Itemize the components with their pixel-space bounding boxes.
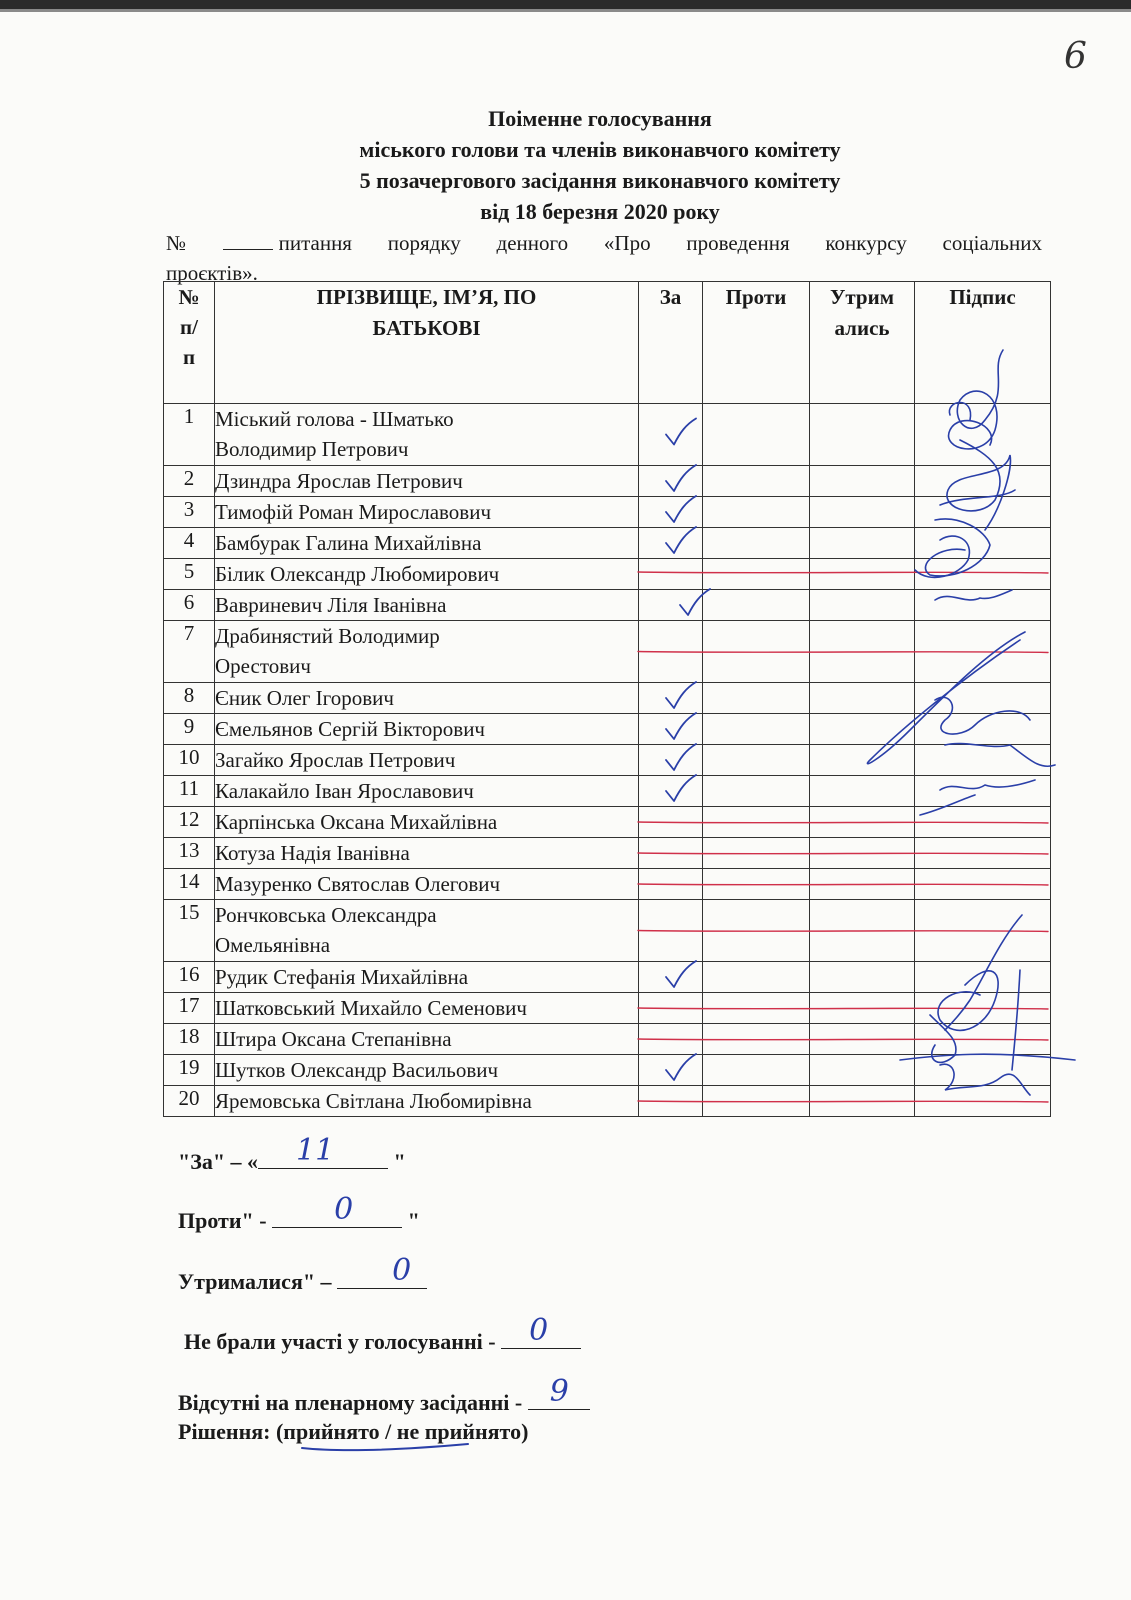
- vote-abstain-cell: [810, 962, 915, 993]
- summary-against: Проти" - 0 ": [178, 1192, 420, 1233]
- header-for: За: [639, 282, 703, 404]
- row-number: 4: [164, 528, 215, 559]
- signature-cell: [915, 497, 1051, 528]
- table-row: [164, 590, 1051, 621]
- table-row: [164, 838, 1051, 869]
- signature-cell: [915, 962, 1051, 993]
- absent-count-blank: [528, 1374, 590, 1410]
- vote-for-cell: [639, 869, 703, 900]
- signature-cell: [915, 993, 1051, 1024]
- vote-for-cell: [639, 714, 703, 745]
- summary-for: "За" – « 11 ": [178, 1133, 406, 1174]
- vote-for-cell: [639, 838, 703, 869]
- vote-for-cell: [639, 466, 703, 497]
- member-name: Яремовська Світлана Любомирівна: [215, 1086, 639, 1117]
- member-name: Карпінська Оксана Михайлівна: [215, 807, 639, 838]
- member-name: Штира Оксана Степанівна: [215, 1024, 639, 1055]
- row-number: 5: [164, 559, 215, 590]
- member-name: Вавриневич Ліля Іванівна: [215, 590, 639, 621]
- table-row: [164, 528, 1051, 559]
- for-count-handwritten: 11: [296, 1133, 335, 1168]
- vote-against-cell: [703, 900, 810, 962]
- member-name: Міський голова - Шматько Володимир Петрович: [215, 404, 639, 466]
- summary-did-not-vote: Не брали участі у голосуванні - 0: [184, 1328, 581, 1355]
- row-number: 14: [164, 869, 215, 900]
- abstained-count-blank: [337, 1253, 427, 1289]
- member-name: Калакайло Іван Ярославович: [215, 776, 639, 807]
- member-name: Котуза Надія Іванівна: [215, 838, 639, 869]
- vote-for-cell: [639, 1086, 703, 1117]
- table-row: [164, 1086, 1051, 1117]
- summary-abstained: Утрималися" – 0: [178, 1268, 427, 1295]
- table-row: [164, 683, 1051, 714]
- signature-cell: [915, 776, 1051, 807]
- table-row: [164, 993, 1051, 1024]
- agenda-number-blank: [223, 231, 273, 250]
- vote-for-cell: [639, 621, 703, 683]
- vote-abstain-cell: [810, 776, 915, 807]
- vote-for-cell: [639, 528, 703, 559]
- signature-cell: [915, 745, 1051, 776]
- row-number: 19: [164, 1055, 215, 1086]
- vote-for-cell: [639, 745, 703, 776]
- table-row: [164, 807, 1051, 838]
- signature-cell: [915, 869, 1051, 900]
- vote-against-cell: [703, 1024, 810, 1055]
- member-name: Загайко Ярослав Петрович: [215, 745, 639, 776]
- member-name: Шатковський Михайло Семенович: [215, 993, 639, 1024]
- vote-abstain-cell: [810, 838, 915, 869]
- table-row: [164, 1024, 1051, 1055]
- vote-for-cell: [639, 962, 703, 993]
- summary-decision: Рішення: (прийнято / не прийнято): [178, 1419, 529, 1444]
- row-number: 8: [164, 683, 215, 714]
- signature-cell: [915, 404, 1051, 466]
- vote-against-cell: [703, 993, 810, 1024]
- vote-against-cell: [703, 528, 810, 559]
- vote-abstain-cell: [810, 807, 915, 838]
- vote-for-cell: [639, 776, 703, 807]
- row-number: 7: [164, 621, 215, 683]
- vote-against-cell: [703, 838, 810, 869]
- document-subtitle-1: міського голови та членів виконавчого комітету: [359, 137, 841, 162]
- row-number: 2: [164, 466, 215, 497]
- handwritten-page-number: [1060, 30, 1100, 78]
- member-name: Рудик Стефанія Михайлівна: [215, 962, 639, 993]
- vote-against-cell: [703, 590, 810, 621]
- row-number: 6: [164, 590, 215, 621]
- row-number: 20: [164, 1086, 215, 1117]
- vote-against-cell: [703, 404, 810, 466]
- vote-against-cell: [703, 466, 810, 497]
- header-abstained: Утрим ались: [810, 282, 915, 404]
- vote-abstain-cell: [810, 559, 915, 590]
- table-row: [164, 404, 1051, 466]
- table-row: [164, 497, 1051, 528]
- scan-top-shadow: [0, 9, 1131, 12]
- member-name: Ємельянов Сергій Вікторович: [215, 714, 639, 745]
- vote-abstain-cell: [810, 1024, 915, 1055]
- row-number: 13: [164, 838, 215, 869]
- vote-abstain-cell: [810, 497, 915, 528]
- vote-against-cell: [703, 1086, 810, 1117]
- summary-absent: Відсутні на пленарному засіданні - 9: [178, 1389, 590, 1416]
- table-row: [164, 776, 1051, 807]
- row-number: 10: [164, 745, 215, 776]
- vote-for-cell: [639, 683, 703, 714]
- vote-abstain-cell: [810, 466, 915, 497]
- table-row: [164, 466, 1051, 497]
- vote-abstain-cell: [810, 745, 915, 776]
- table-row: [164, 714, 1051, 745]
- vote-for-cell: [639, 590, 703, 621]
- vote-for-cell: [639, 1055, 703, 1086]
- signature-cell: [915, 714, 1051, 745]
- row-number: 11: [164, 776, 215, 807]
- table-header-row: [164, 282, 1051, 404]
- table-row: [164, 745, 1051, 776]
- vote-for-cell: [639, 404, 703, 466]
- signature-cell: [915, 1055, 1051, 1086]
- member-name: Єник Олег Ігорович: [215, 683, 639, 714]
- vote-for-cell: [639, 559, 703, 590]
- table-row: [164, 900, 1051, 962]
- signature-cell: [915, 559, 1051, 590]
- member-name: Мазуренко Святослав Олегович: [215, 869, 639, 900]
- table-row: [164, 559, 1051, 590]
- vote-against-cell: [703, 683, 810, 714]
- abstained-count-handwritten: 0: [392, 1253, 412, 1288]
- vote-against-cell: [703, 497, 810, 528]
- row-number: 12: [164, 807, 215, 838]
- signature-cell: [915, 807, 1051, 838]
- vote-abstain-cell: [810, 683, 915, 714]
- member-name: Рончковська Олександра Омельянівна: [215, 900, 639, 962]
- header-signature: Підпис: [915, 282, 1051, 404]
- document-date: від 18 березня 2020 року: [480, 199, 720, 224]
- vote-abstain-cell: [810, 993, 915, 1024]
- vote-for-cell: [639, 1024, 703, 1055]
- svg-text:6: 6: [1064, 36, 1087, 77]
- agenda-item-line2: проєктів».: [166, 261, 258, 285]
- vote-abstain-cell: [810, 404, 915, 466]
- row-number: 15: [164, 900, 215, 962]
- table-row: [164, 869, 1051, 900]
- agenda-item-line1: [166, 228, 1042, 258]
- header-number: № п/ п: [164, 282, 215, 404]
- member-name: Тимофій Роман Мирославович: [215, 497, 639, 528]
- decision-accepted: прийнято / не: [283, 1419, 420, 1444]
- signature-cell: [915, 683, 1051, 714]
- vote-abstain-cell: [810, 1055, 915, 1086]
- row-number: 3: [164, 497, 215, 528]
- row-number: 9: [164, 714, 215, 745]
- signature-cell: [915, 590, 1051, 621]
- vote-for-cell: [639, 807, 703, 838]
- vote-abstain-cell: [810, 590, 915, 621]
- row-number: 18: [164, 1024, 215, 1055]
- vote-for-cell: [639, 900, 703, 962]
- vote-against-cell: [703, 559, 810, 590]
- table-row: [164, 962, 1051, 993]
- signature-cell: [915, 466, 1051, 497]
- absent-count-handwritten: 9: [549, 1374, 569, 1409]
- vote-against-cell: [703, 962, 810, 993]
- vote-against-cell: [703, 776, 810, 807]
- signature-cell: [915, 838, 1051, 869]
- against-count-blank: [272, 1192, 402, 1228]
- vote-for-cell: [639, 993, 703, 1024]
- header-against: Проти: [703, 282, 810, 404]
- member-name: Бамбурак Галина Михайлівна: [215, 528, 639, 559]
- agenda-number-sign: №: [166, 231, 217, 255]
- vote-abstain-cell: [810, 528, 915, 559]
- member-name: Білик Олександр Любомирович: [215, 559, 639, 590]
- vote-against-cell: [703, 869, 810, 900]
- vote-abstain-cell: [810, 714, 915, 745]
- document-subtitle-2: 5 позачергового засідання виконавчого комітету: [359, 168, 841, 193]
- signature-cell: [915, 528, 1051, 559]
- table-row: [164, 621, 1051, 683]
- table-row: [164, 1055, 1051, 1086]
- member-name: Шутков Олександр Васильович: [215, 1055, 639, 1086]
- voting-table: [163, 281, 1051, 1117]
- vote-abstain-cell: [810, 1086, 915, 1117]
- member-name: Дзиндра Ярослав Петрович: [215, 466, 639, 497]
- signature-cell: [915, 900, 1051, 962]
- row-number: 16: [164, 962, 215, 993]
- vote-abstain-cell: [810, 869, 915, 900]
- row-number: 17: [164, 993, 215, 1024]
- signature-cell: [915, 1024, 1051, 1055]
- against-count-handwritten: 0: [334, 1192, 354, 1227]
- member-name: Драбинястий Володимир Орестович: [215, 621, 639, 683]
- vote-abstain-cell: [810, 621, 915, 683]
- vote-against-cell: [703, 807, 810, 838]
- header-full-name: ПРІЗВИЩЕ, ІМ’Я, ПО БАТЬКОВІ: [215, 282, 639, 404]
- vote-for-cell: [639, 497, 703, 528]
- row-number: 1: [164, 404, 215, 466]
- document-title: Поіменне голосування: [488, 106, 712, 131]
- scan-top-edge: [0, 0, 1131, 9]
- signature-cell: [915, 1086, 1051, 1117]
- vote-against-cell: [703, 714, 810, 745]
- vote-against-cell: [703, 745, 810, 776]
- signature-cell: [915, 621, 1051, 683]
- did-not-vote-count-blank: [501, 1313, 581, 1349]
- agenda-text: питання порядку денного «Про проведення конкурсу соціальних: [278, 231, 1042, 255]
- vote-against-cell: [703, 1055, 810, 1086]
- vote-abstain-cell: [810, 900, 915, 962]
- vote-against-cell: [703, 621, 810, 683]
- did-not-vote-count-handwritten: 0: [529, 1313, 549, 1348]
